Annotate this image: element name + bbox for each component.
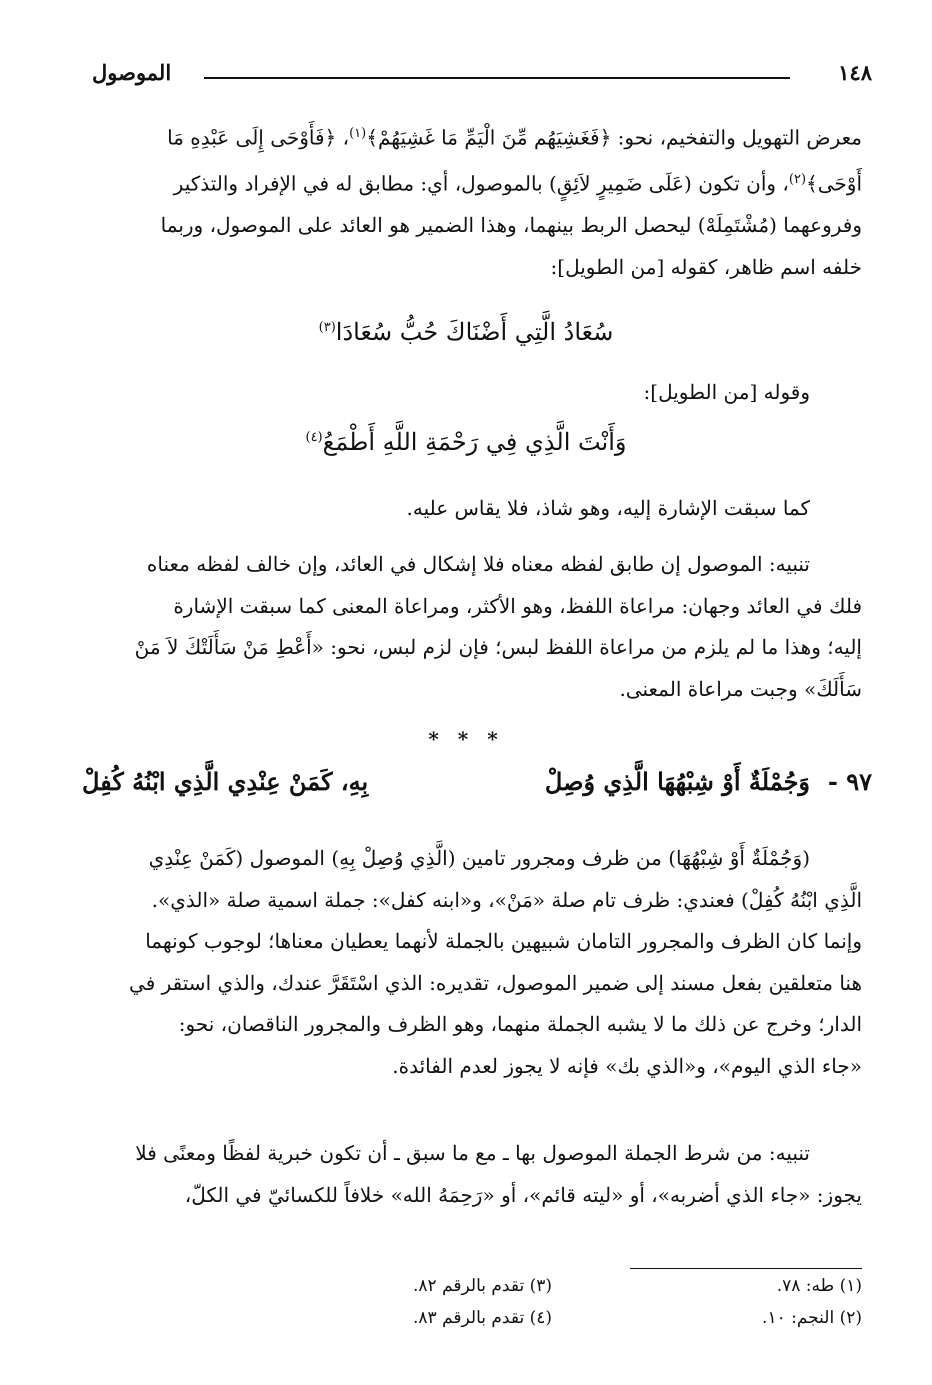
text-line: خلفه اسم ظاهر، كقوله [من الطويل]: xyxy=(550,254,862,279)
tanbih-1 xyxy=(92,544,862,710)
text-line: سَأَلَكَ» وجبت مراعاة المعنى. xyxy=(619,676,862,701)
text-line: وإنما كان الظرف والمجرور التامان شبيهين بالجملة لأنهما يعطيان معناها؛ لوجوب كونهما xyxy=(145,929,862,953)
footnote-ref: (٢) xyxy=(788,172,807,188)
text-line: (وَجُمْلَةٌ أَوْ شِبْهُهَا) من ظرف ومجرور تامين (الَّذِي وُصِلْ بِهِ) الموصول (كَمَنْ عِنْدِي xyxy=(148,846,810,870)
text-line: فلك في العائد وجهان: مراعاة اللفظ، وهو الأكثر، ومراعاة المعنى كما سبقت الإشارة xyxy=(173,593,862,618)
footnote-3: (٣) تقدم بالرقم ٨٢. xyxy=(413,1276,552,1296)
footnote-ref: (٣) xyxy=(318,320,336,335)
page-header xyxy=(92,58,872,98)
text-line: يجوز: «جاء الذي أضربه»، أو «ليته قائم»، أو «رَحِمَهُ الله» خلافاً للكسائيّ في الكلّ، xyxy=(184,1182,862,1207)
page-number: ١٤٨ xyxy=(838,60,872,85)
text-line: هنا متعلقين بفعل مسند إلى ضمير الموصول، تقديره: الذي اسْتَقَرَّ عندك، والذي استقر في xyxy=(129,970,862,995)
text-line: وفروعهما (مُشْتَمِلَهْ) ليحصل الربط بينهما، وهذا الضمير هو العائد على الموصول، وربما xyxy=(160,213,862,238)
text-line: الَّذِي ابْنُهُ كُفِلْ) فعندي: ظرف تام صلة «مَنْ»، و«ابنه كفل»: جملة اسمية صلة «الذي». xyxy=(151,887,862,912)
footnote-rule xyxy=(630,1268,862,1269)
poem-verse-97 xyxy=(82,765,872,811)
kama-line: كما سبقت الإشارة إليه، وهو شاذ، فلا يقاس عليه. xyxy=(406,496,810,520)
footnote-4: (٤) تقدم بالرقم ٨٣. xyxy=(413,1308,552,1328)
text-line: أَوْحَى﴾$^{(٢)}$، وأن تكون (عَلَى ضَمِيرٍ لاَئِقٍ) بالموصول، أي: مطابق له في الإفراد والتذكير xyxy=(173,171,862,196)
text-line: الدار؛ وخرج عن ذلك ما لا يشبه الجملة منهما، وهو الظرف والمجرور الناقصان، نحو: xyxy=(178,1012,862,1036)
intro-line: وقوله [من الطويل]: xyxy=(643,380,810,404)
header-rule xyxy=(204,77,790,79)
verse-1: سُعَادُ الَّتِي أَضْنَاكَ حُبُّ سُعَادَا$^{(٣)}$ xyxy=(318,318,614,346)
verse-number: ٩٧ - xyxy=(827,767,872,796)
text-line: معرض التهويل والتفخيم، نحو: ﴿فَغَشِيَهُم مِّنَ الْيَمِّ مَا غَشِيَهُمْ﴾$^{(١)}$، ﴿فَأَوْحَى إِلَى عَبْدِهِ مَا xyxy=(167,125,862,150)
running-title: الموصول xyxy=(92,60,172,85)
tanbih-2 xyxy=(92,1133,862,1216)
verse-2: وَأَنْتَ الَّذِي فِي رَحْمَةِ اللَّهِ أَطْمَعُ$^{(٤)}$ xyxy=(305,428,627,456)
footnote-ref: (٤) xyxy=(305,430,323,445)
text-line: تنبيه: من شرط الجملة الموصول بها ـ مع ما سبق ـ أن تكون خبرية لفظًا ومعنًى فلا xyxy=(135,1141,810,1165)
text-line: «جاء الذي اليوم»، و«الذي بك» فإنه لا يجوز لعدم الفائدة. xyxy=(392,1053,862,1078)
section-separator: * * * xyxy=(428,727,504,751)
hemistich-2: بِهِ، كَمَنْ عِنْدِي الَّذِي ابْنُهُ كُفِلْ xyxy=(82,767,369,796)
footnote-1: (١) طه: ٧٨. xyxy=(776,1276,862,1296)
paragraph-1 xyxy=(92,113,862,288)
commentary xyxy=(92,838,862,1087)
footnote-2: (٢) النجم: ١٠. xyxy=(762,1308,862,1328)
hemistich-1: وَجُمْلَةٌ أَوْ شِبْهُهَا الَّذِي وُصِلْ xyxy=(544,767,810,796)
footnote-ref: (١) xyxy=(349,126,367,141)
text-line: تنبيه: الموصول إن طابق لفظه معناه فلا إشكال في العائد، وإن خالف لفظه معناه xyxy=(146,552,810,576)
text-line: إليه؛ وهذا ما لم يلزم من مراعاة اللفظ لبس؛ فإن لزم لبس، نحو: «أَعْطِ مَنْ سَأَلَتْكَ لاَ مَنْ xyxy=(134,635,862,659)
